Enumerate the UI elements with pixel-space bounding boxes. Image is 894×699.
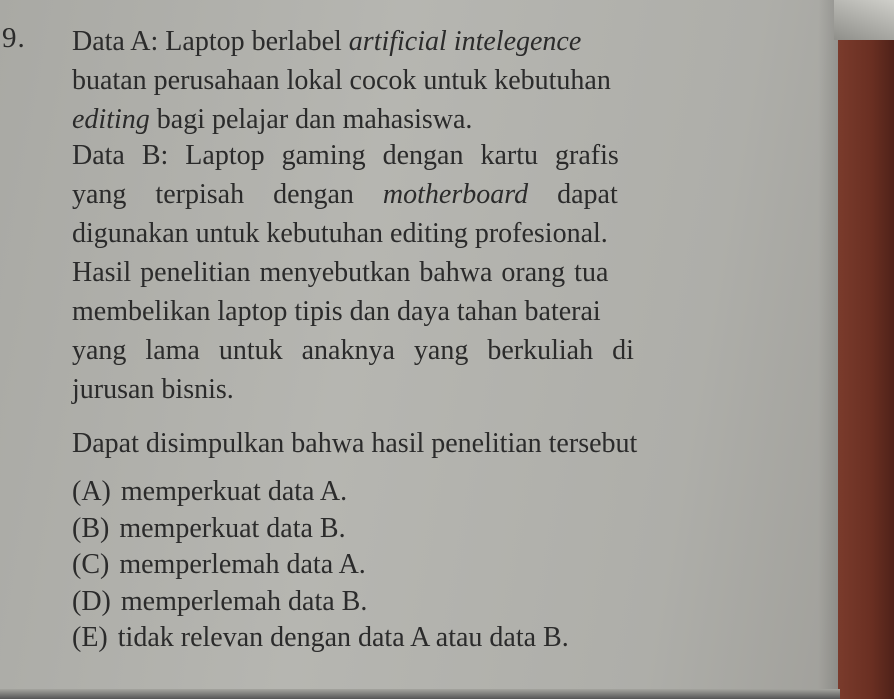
research-line-4: jurusan bisnis. [72,374,234,405]
conclusion-sentence: Dapat disimpulkan bahwa hasil penelitian tersebut [72,428,638,459]
page-shadow [818,0,838,699]
option-text: memperkuat data B. [119,512,346,544]
data-b-line-1: Data B: Laptop gaming dengan kartu grafis [72,140,619,171]
option-d[interactable] [72,584,569,621]
option-a[interactable] [72,474,569,511]
option-text: memperlemah data A. [119,549,366,580]
answer-options [72,474,569,657]
option-letter: (C) [72,549,110,580]
background-corner [834,0,894,40]
option-text: tidak relevan dengan data A atau data B. [117,622,569,653]
option-text: memperkuat data A. [120,476,348,507]
data-a-line-3: editing bagi pelajar dan mahasiswa. [72,104,473,135]
emphasis-motherboard: motherboard [382,179,529,210]
data-b-line-2: yang terpisah dengan motherboard dapat [72,179,618,210]
option-letter: (A) [72,476,111,507]
research-line-1: Hasil penelitian menyebutkan bahwa orang tua [72,257,609,288]
option-letter: (B) [72,512,110,544]
option-e[interactable] [72,620,569,657]
research-paragraph [72,253,740,409]
background-edge [838,0,894,699]
emphasis-editing: editing [72,104,150,135]
option-text: memperlemah data B. [120,585,368,617]
option-letter: (D) [72,585,111,617]
option-letter: (E) [72,622,108,653]
data-a-paragraph [72,22,740,139]
research-line-2: membelikan laptop tipis dan daya tahan baterai [72,296,601,327]
data-b-paragraph [72,136,740,253]
emphasis-ai: artificial intelegence [348,26,582,57]
data-a-line-2: buatan perusahaan lokal cocok untuk kebutuhan [72,65,611,96]
option-c[interactable] [72,547,569,584]
option-b[interactable] [72,511,569,548]
research-line-3: yang lama untuk anaknya yang berkuliah di [72,335,634,366]
page-bottom-edge [0,689,840,699]
data-b-line-3: digunakan untuk kebutuhan editing profesional. [72,218,608,249]
data-a-line-1: Data A: Laptop berlabel artificial intelegence [72,26,582,57]
question-number: 9. [2,22,26,54]
